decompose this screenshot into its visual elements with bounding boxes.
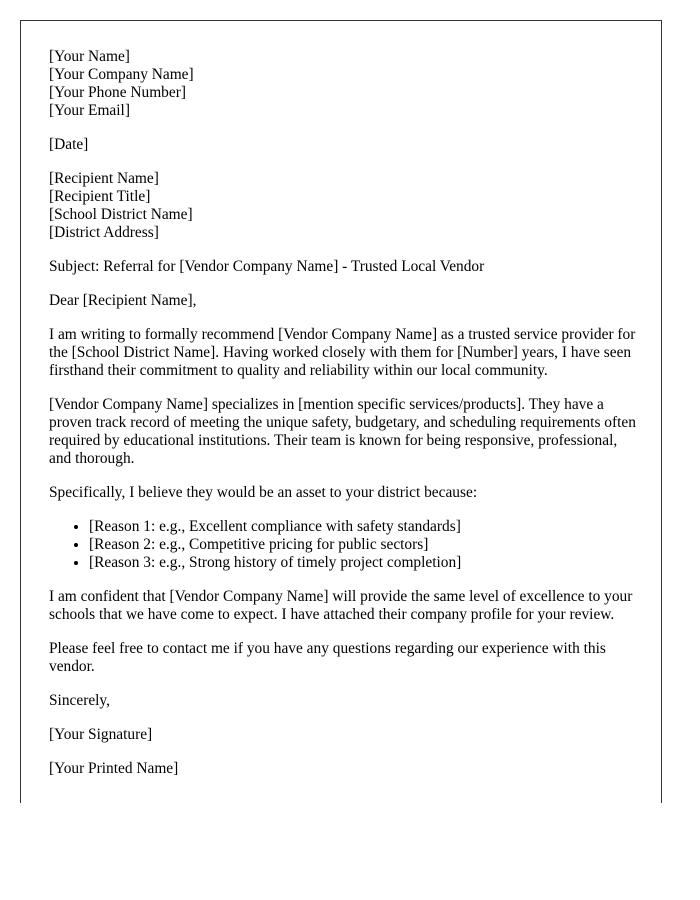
contact-paragraph: Please feel free to contact me if you have any questions regarding our experience with this vendor. [49, 640, 606, 675]
sender-phone: [Your Phone Number] [49, 84, 186, 101]
sender-name: [Your Name] [49, 48, 130, 65]
salutation: Dear [Recipient Name], [49, 292, 197, 309]
recipient-address: [District Address] [49, 224, 159, 241]
signature: [Your Signature] [49, 726, 153, 743]
sender-block [49, 48, 639, 120]
confidence-paragraph: I am confident that [Vendor Company Name] will provide the same level of excellence to your schools that we have come to expect. I have attached their company profile for your review. [49, 588, 633, 623]
recipient-block [49, 170, 639, 242]
reasons-list [49, 518, 639, 572]
letter-page [20, 20, 662, 803]
sender-company: [Your Company Name] [49, 66, 194, 83]
services-paragraph: [Vendor Company Name] specializes in [mention specific services/products]. They have a proven track record of meeting the unique safety, budgetary, and scheduling requirements often required by educational institutions. Their team is known for being responsive, professional, and thorough. [49, 396, 636, 467]
sender-email: [Your Email] [49, 102, 130, 119]
letter-date: [Date] [49, 136, 89, 153]
reasons-lead-in: Specifically, I believe they would be an asset to your district because: [49, 484, 478, 501]
printed-name: [Your Printed Name] [49, 760, 179, 777]
letter-body [49, 48, 639, 794]
list-item: • [Reason 1: e.g., Excellent compliance with safety standards] [89, 518, 639, 536]
recipient-title: [Recipient Title] [49, 188, 151, 205]
recipient-district: [School District Name] [49, 206, 193, 223]
date-line [49, 136, 639, 154]
recipient-name: [Recipient Name] [49, 170, 159, 187]
list-item: • [Reason 2: e.g., Competitive pricing for public sectors] [89, 536, 639, 554]
subject-line: Subject: Referral for [Vendor Company Name] - Trusted Local Vendor [49, 258, 485, 275]
intro-paragraph: I am writing to formally recommend [Vendor Company Name] as a trusted service provider for the [School District Name]. Having worked closely with them for [Number] years, I have seen firsthand their commitment to quality and reliability within our local community. [49, 326, 636, 379]
closing: Sincerely, [49, 692, 110, 709]
list-item: • [Reason 3: e.g., Strong history of timely project completion] [89, 554, 639, 572]
